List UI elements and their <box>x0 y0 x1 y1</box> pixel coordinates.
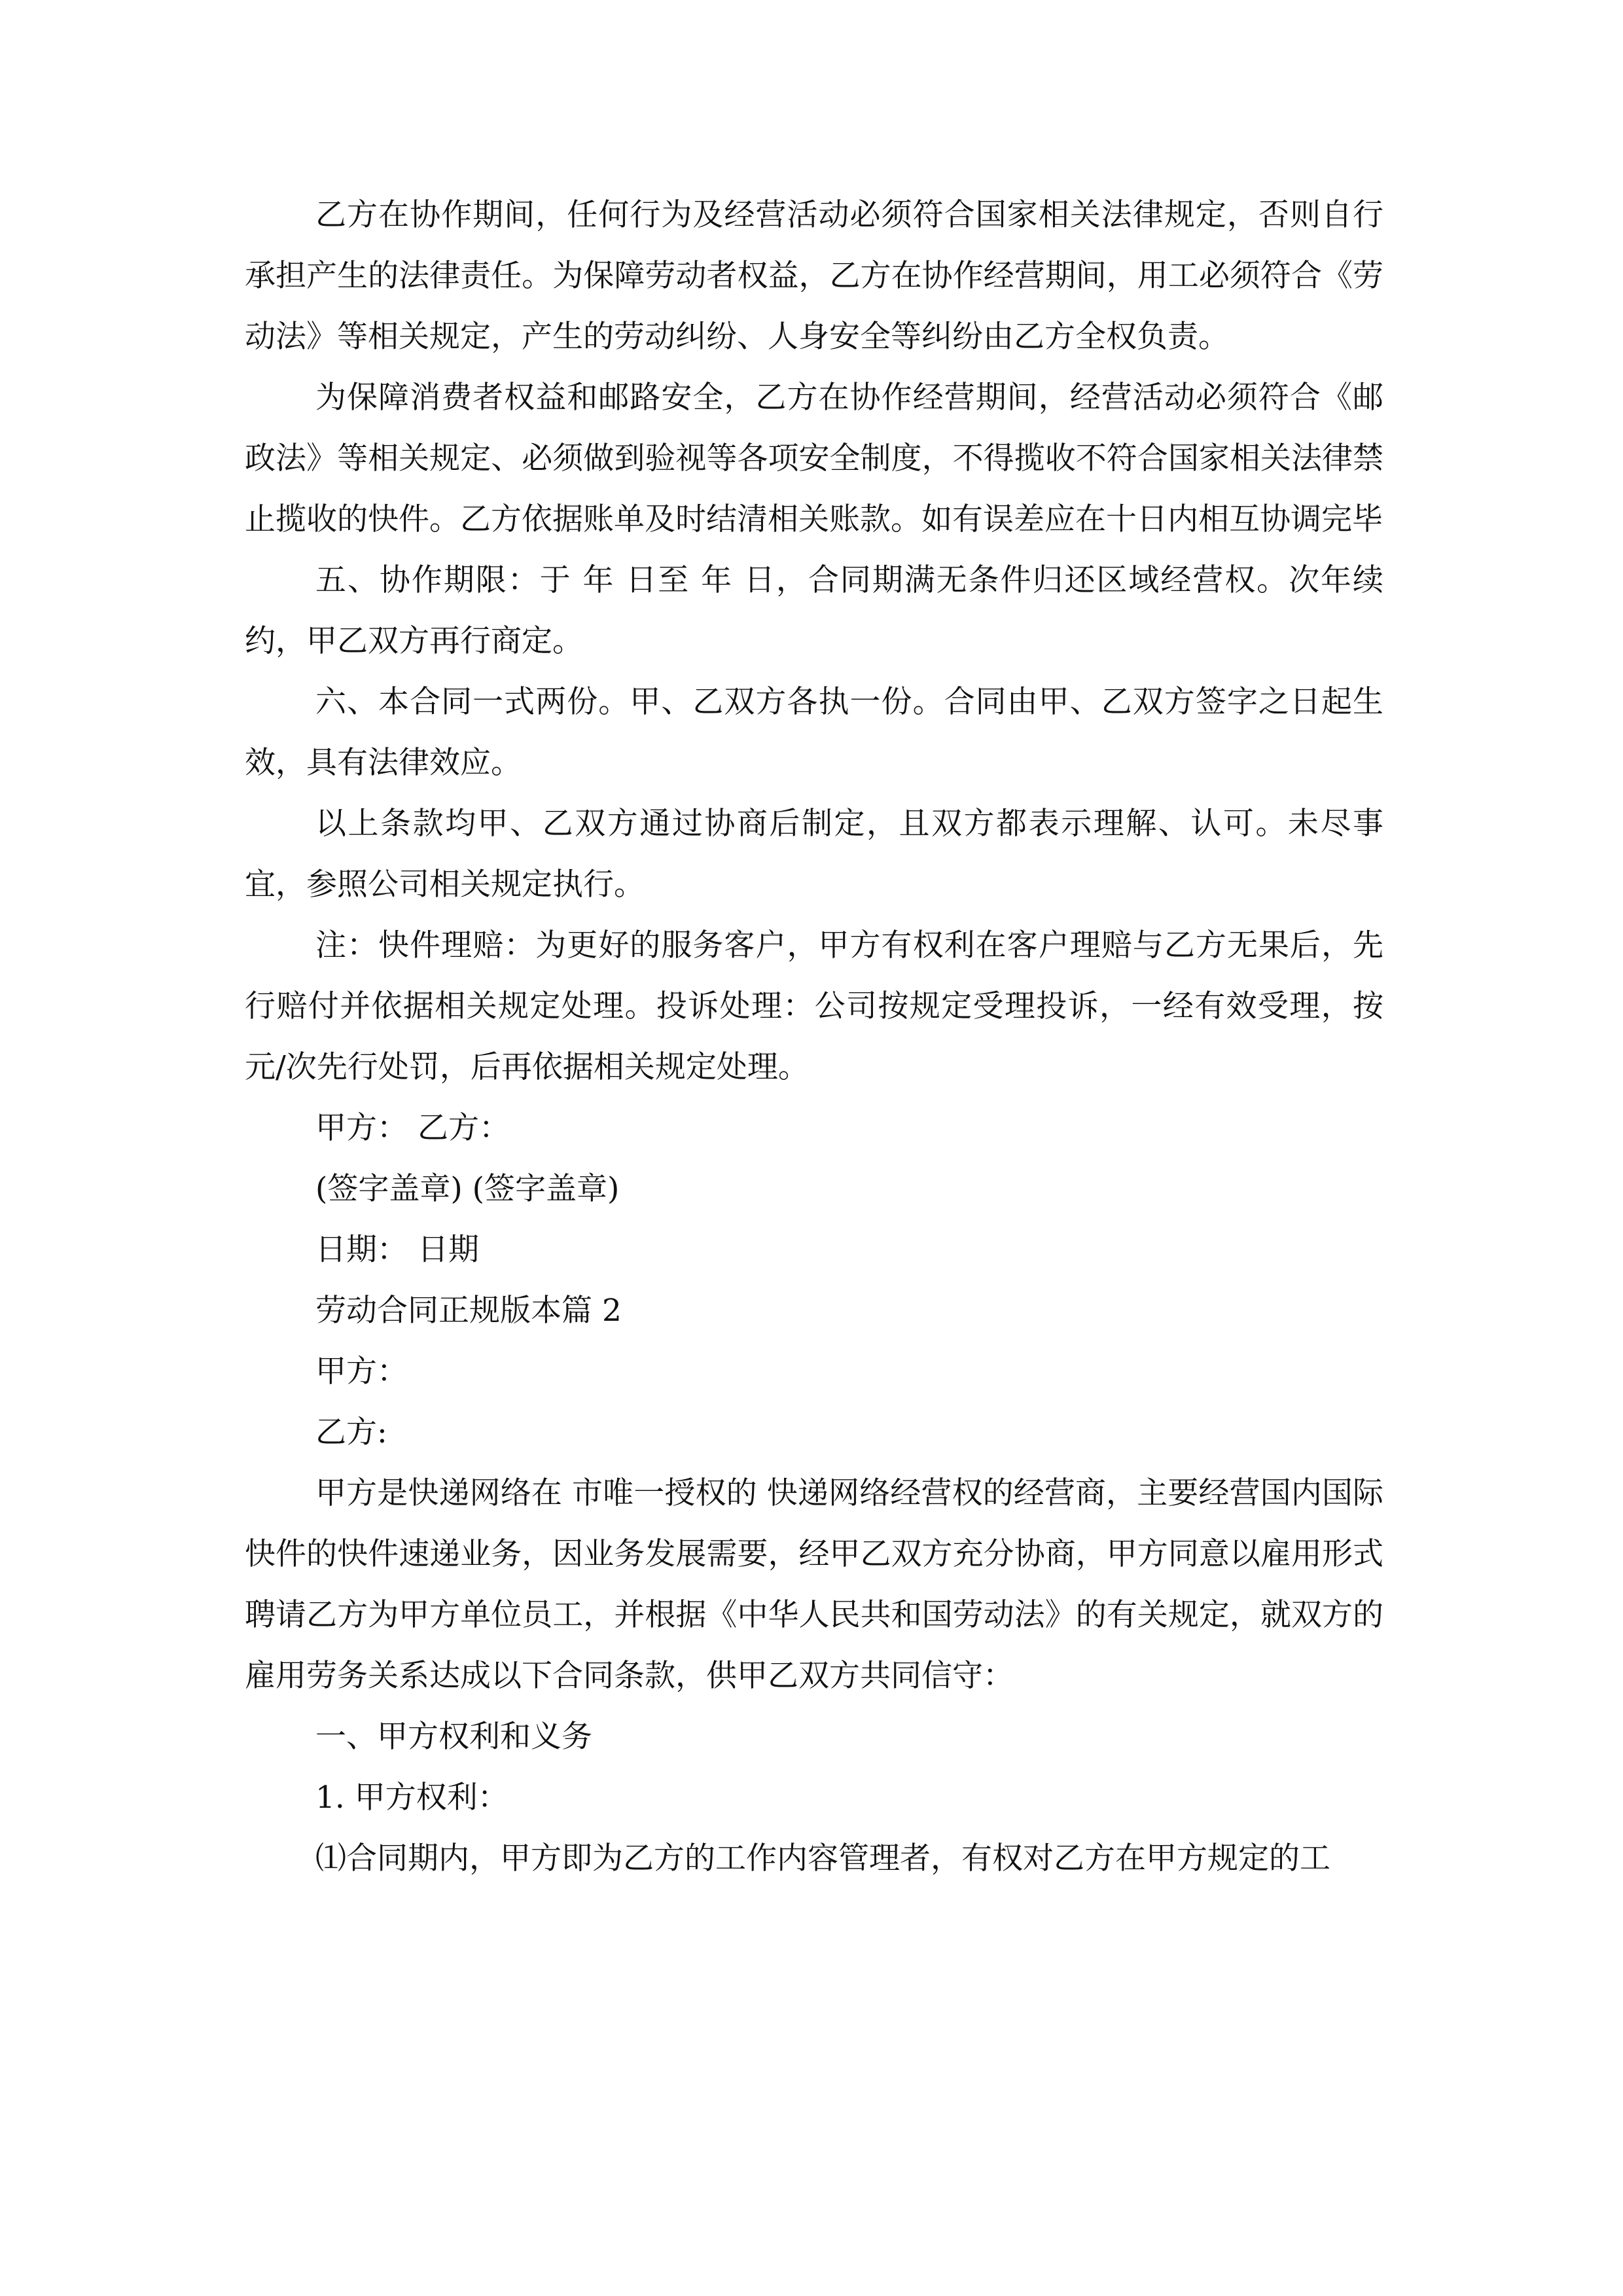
signature-seal: (签字盖章) (签字盖章) <box>315 1171 620 1207</box>
paragraph-consumer-rights: 为保障消费者权益和邮路安全，乙方在协作经营期间，经营活动必须符合《邮政法》等相关规定、必须做到验视等各项安全制度，不得揽收不符合国家相关法律禁止揽收的快件。乙方依据账单及时结清相关账款。如有误差应在十日内相互协调完毕 <box>245 380 1383 537</box>
section-title-version-2: 劳动合同正规版本篇 2 <box>315 1293 622 1329</box>
signature-date: 日期： 日期 <box>315 1232 479 1268</box>
paragraph-contract-intro: 甲方是快递网络在 市唯一授权的 快递网络经营权的经营商，主要经营国内国际快件的快件速递业务，因业务发展需要，经甲乙双方充分协商，甲方同意以雇用形式聘请乙方为甲方单位员工，并根据《中华人民共和国劳动法》的有关规定，就双方的雇用劳务关系达成以下合同条款，供甲乙双方共同信守： <box>245 1475 1383 1694</box>
paragraph-cooperation-term: 五、协作期限：于 年 日至 年 日，合同期满无条件归还区域经营权。次年续约，甲乙双方再行商定。 <box>245 562 1383 659</box>
section-heading-party-a: 一、甲方权利和义务 <box>315 1719 592 1755</box>
paragraph-legal-compliance: 乙方在协作期间，任何行为及经营活动必须符合国家相关法律规定，否则自行承担产生的法律责任。为保障劳动者权益，乙方在协作经营期间，用工必须符合《劳动法》等相关规定，产生的劳动纠纷、人身安全等纠纷由乙方全权负责。 <box>245 197 1383 355</box>
subsection-heading-rights: 1. 甲方权利： <box>315 1780 508 1816</box>
clause-1: ⑴合同期内，甲方即为乙方的工作内容管理者，有权对乙方在甲方规定的工 <box>315 1840 1330 1876</box>
paragraph-contract-copies: 六、本合同一式两份。甲、乙双方各执一份。合同由甲、乙双方签字之日起生效，具有法律效应。 <box>245 684 1383 781</box>
paragraph-note-claims: 注：快件理赔：为更好的服务客户，甲方有权利在客户理赔与乙方无果后，先行赔付并依据相关规定处理。投诉处理：公司按规定受理投诉，一经有效受理，按 元/次先行处罚，后再依据相关规定处理。 <box>245 927 1383 1085</box>
document-body <box>245 185 1383 1889</box>
party-b-label: 乙方: <box>315 1414 387 1450</box>
paragraph-terms-agreement: 以上条款均甲、乙双方通过协商后制定，且双方都表示理解、认可。未尽事宜，参照公司相关规定执行。 <box>245 806 1383 903</box>
signature-parties: 甲方： 乙方： <box>315 1110 510 1146</box>
party-a-label: 甲方： <box>315 1354 408 1390</box>
